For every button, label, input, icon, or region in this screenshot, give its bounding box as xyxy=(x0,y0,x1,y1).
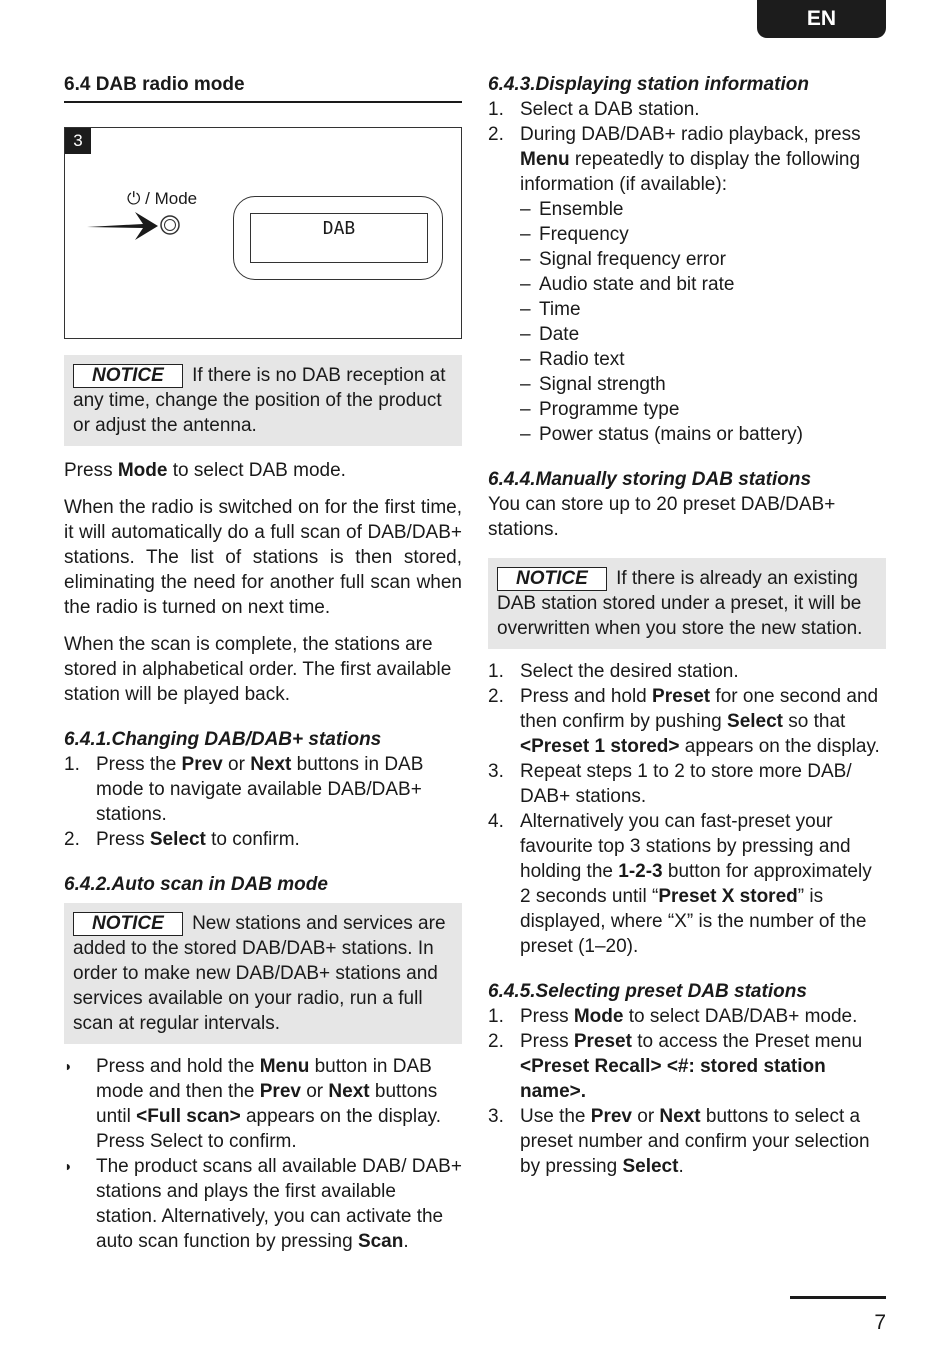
info-item: – Ensemble xyxy=(520,199,624,220)
subsection-title: 6.4.2.Auto scan in DAB mode xyxy=(64,874,328,895)
info-item: – Signal strength xyxy=(520,374,666,395)
intro-text: You can store up to 20 preset DAB/DAB+ stations. xyxy=(488,494,836,540)
page-rule xyxy=(790,1296,886,1299)
bullet-item: ◗ The product scans all available DAB/ DAB+ stations and plays the first available station. Alternatively, you can activate the auto scan function by pressing Scan. xyxy=(64,1156,462,1252)
scan-complete-paragraph: When the scan is complete, the stations are stored in alphabetical order. The first available station will be played back. xyxy=(64,634,452,705)
bullet-icon: ◗ xyxy=(64,1058,73,1074)
radio-display xyxy=(233,196,443,280)
list-item: 1. Press Mode to select DAB/DAB+ mode. xyxy=(488,1006,858,1027)
notice-label: NOTICE xyxy=(73,912,183,936)
notice-box xyxy=(488,558,886,649)
notice-label: NOTICE xyxy=(497,567,607,591)
list-item: 3. Repeat steps 1 to 2 to store more DAB/ DAB+ stations. xyxy=(488,761,852,807)
info-item: – Date xyxy=(520,324,580,345)
notice-box xyxy=(64,355,462,446)
press-mode-paragraph: Press Mode to select DAB mode. xyxy=(64,460,346,481)
list-item: 2. Press and hold Preset for one second and then confirm by pushing Select so that <Preset 1 stored> appears on the display. xyxy=(488,686,880,757)
list-item: 2. During DAB/DAB+ radio playback, press Menu repeatedly to display the following information (if available): xyxy=(488,124,861,195)
bullet-icon: ◗ xyxy=(64,1158,73,1174)
figure-3 xyxy=(64,127,462,339)
list-item: 3. Use the Prev or Next buttons to select a preset number and confirm your selection by pressing Select. xyxy=(488,1106,870,1177)
list-item: 2. Press Preset to access the Preset menu <Preset Recall> <#: stored station name>. xyxy=(488,1031,863,1102)
left-column xyxy=(64,70,462,1254)
notice-box xyxy=(64,903,462,1044)
list-item: 1. Press the Prev or Next buttons in DAB mode to navigate available DAB/DAB+ stations. xyxy=(64,754,424,825)
info-item: – Time xyxy=(520,299,581,320)
info-item: – Signal frequency error xyxy=(520,249,726,270)
figure-number: 3 xyxy=(65,128,91,154)
first-scan-paragraph: When the radio is switched on for the first time, it will automatically do a full scan of DAB/DAB+ stations. The list of stations is then stored, eliminating the need for another full scan when the radio is turned on next time. xyxy=(64,497,462,618)
notice-text: If there is already an existing DAB station stored under a preset, it will be overwritten when you store the new station. xyxy=(497,568,863,639)
section-title: 6.4 DAB radio mode xyxy=(64,72,462,103)
notice-label: NOTICE xyxy=(73,364,183,388)
notice-text: New stations and services are added to the stored DAB/DAB+ stations. In order to make new DAB/DAB+ stations and services available on your radio, run a full scan at regular intervals. xyxy=(73,913,446,1034)
display-text: DAB xyxy=(250,213,428,263)
bullet-item: ◗ Press and hold the Menu button in DAB mode and then the Prev or Next buttons until <Full scan> appears on the display. Press Select to confirm. xyxy=(64,1056,442,1152)
step-list xyxy=(488,97,886,197)
step-list xyxy=(488,659,886,959)
info-item: – Audio state and bit rate xyxy=(520,274,735,295)
list-item: 4. Alternatively you can fast-preset your favourite top 3 stations by pressing and holding the 1-2-3 button for approximately 2 seconds until “Preset X stored” is displayed, where “X” is the number of the preset (1–20). xyxy=(488,811,872,957)
subsection-title: 6.4.1.Changing DAB/DAB+ stations xyxy=(64,729,382,750)
list-item: 1. Select the desired station. xyxy=(488,661,739,682)
mode-button-label: ⏻ / Mode xyxy=(127,189,198,208)
info-item: – Frequency xyxy=(520,224,629,245)
subsection-title: 6.4.4.Manually storing DAB stations xyxy=(488,469,812,490)
notice-text: If there is no DAB reception at any time, change the position of the product or adjust the antenna. xyxy=(73,365,446,436)
subsection-title: 6.4.5.Selecting preset DAB stations xyxy=(488,981,807,1002)
info-item: – Power status (mains or battery) xyxy=(520,424,803,445)
info-item: – Programme type xyxy=(520,399,680,420)
language-tab: EN xyxy=(757,0,886,38)
step-list xyxy=(488,1004,886,1179)
mode-button-icon xyxy=(161,216,179,234)
bullet-list xyxy=(64,1054,462,1254)
subsection-title: 6.4.3.Displaying station information xyxy=(488,74,809,95)
page-number: 7 xyxy=(874,1311,886,1334)
info-list xyxy=(488,197,886,447)
info-item: – Radio text xyxy=(520,349,625,370)
list-item: 1. Select a DAB station. xyxy=(488,99,700,120)
list-item: 2. Press Select to confirm. xyxy=(64,829,300,850)
right-column xyxy=(488,70,886,1179)
step-list xyxy=(64,752,462,852)
